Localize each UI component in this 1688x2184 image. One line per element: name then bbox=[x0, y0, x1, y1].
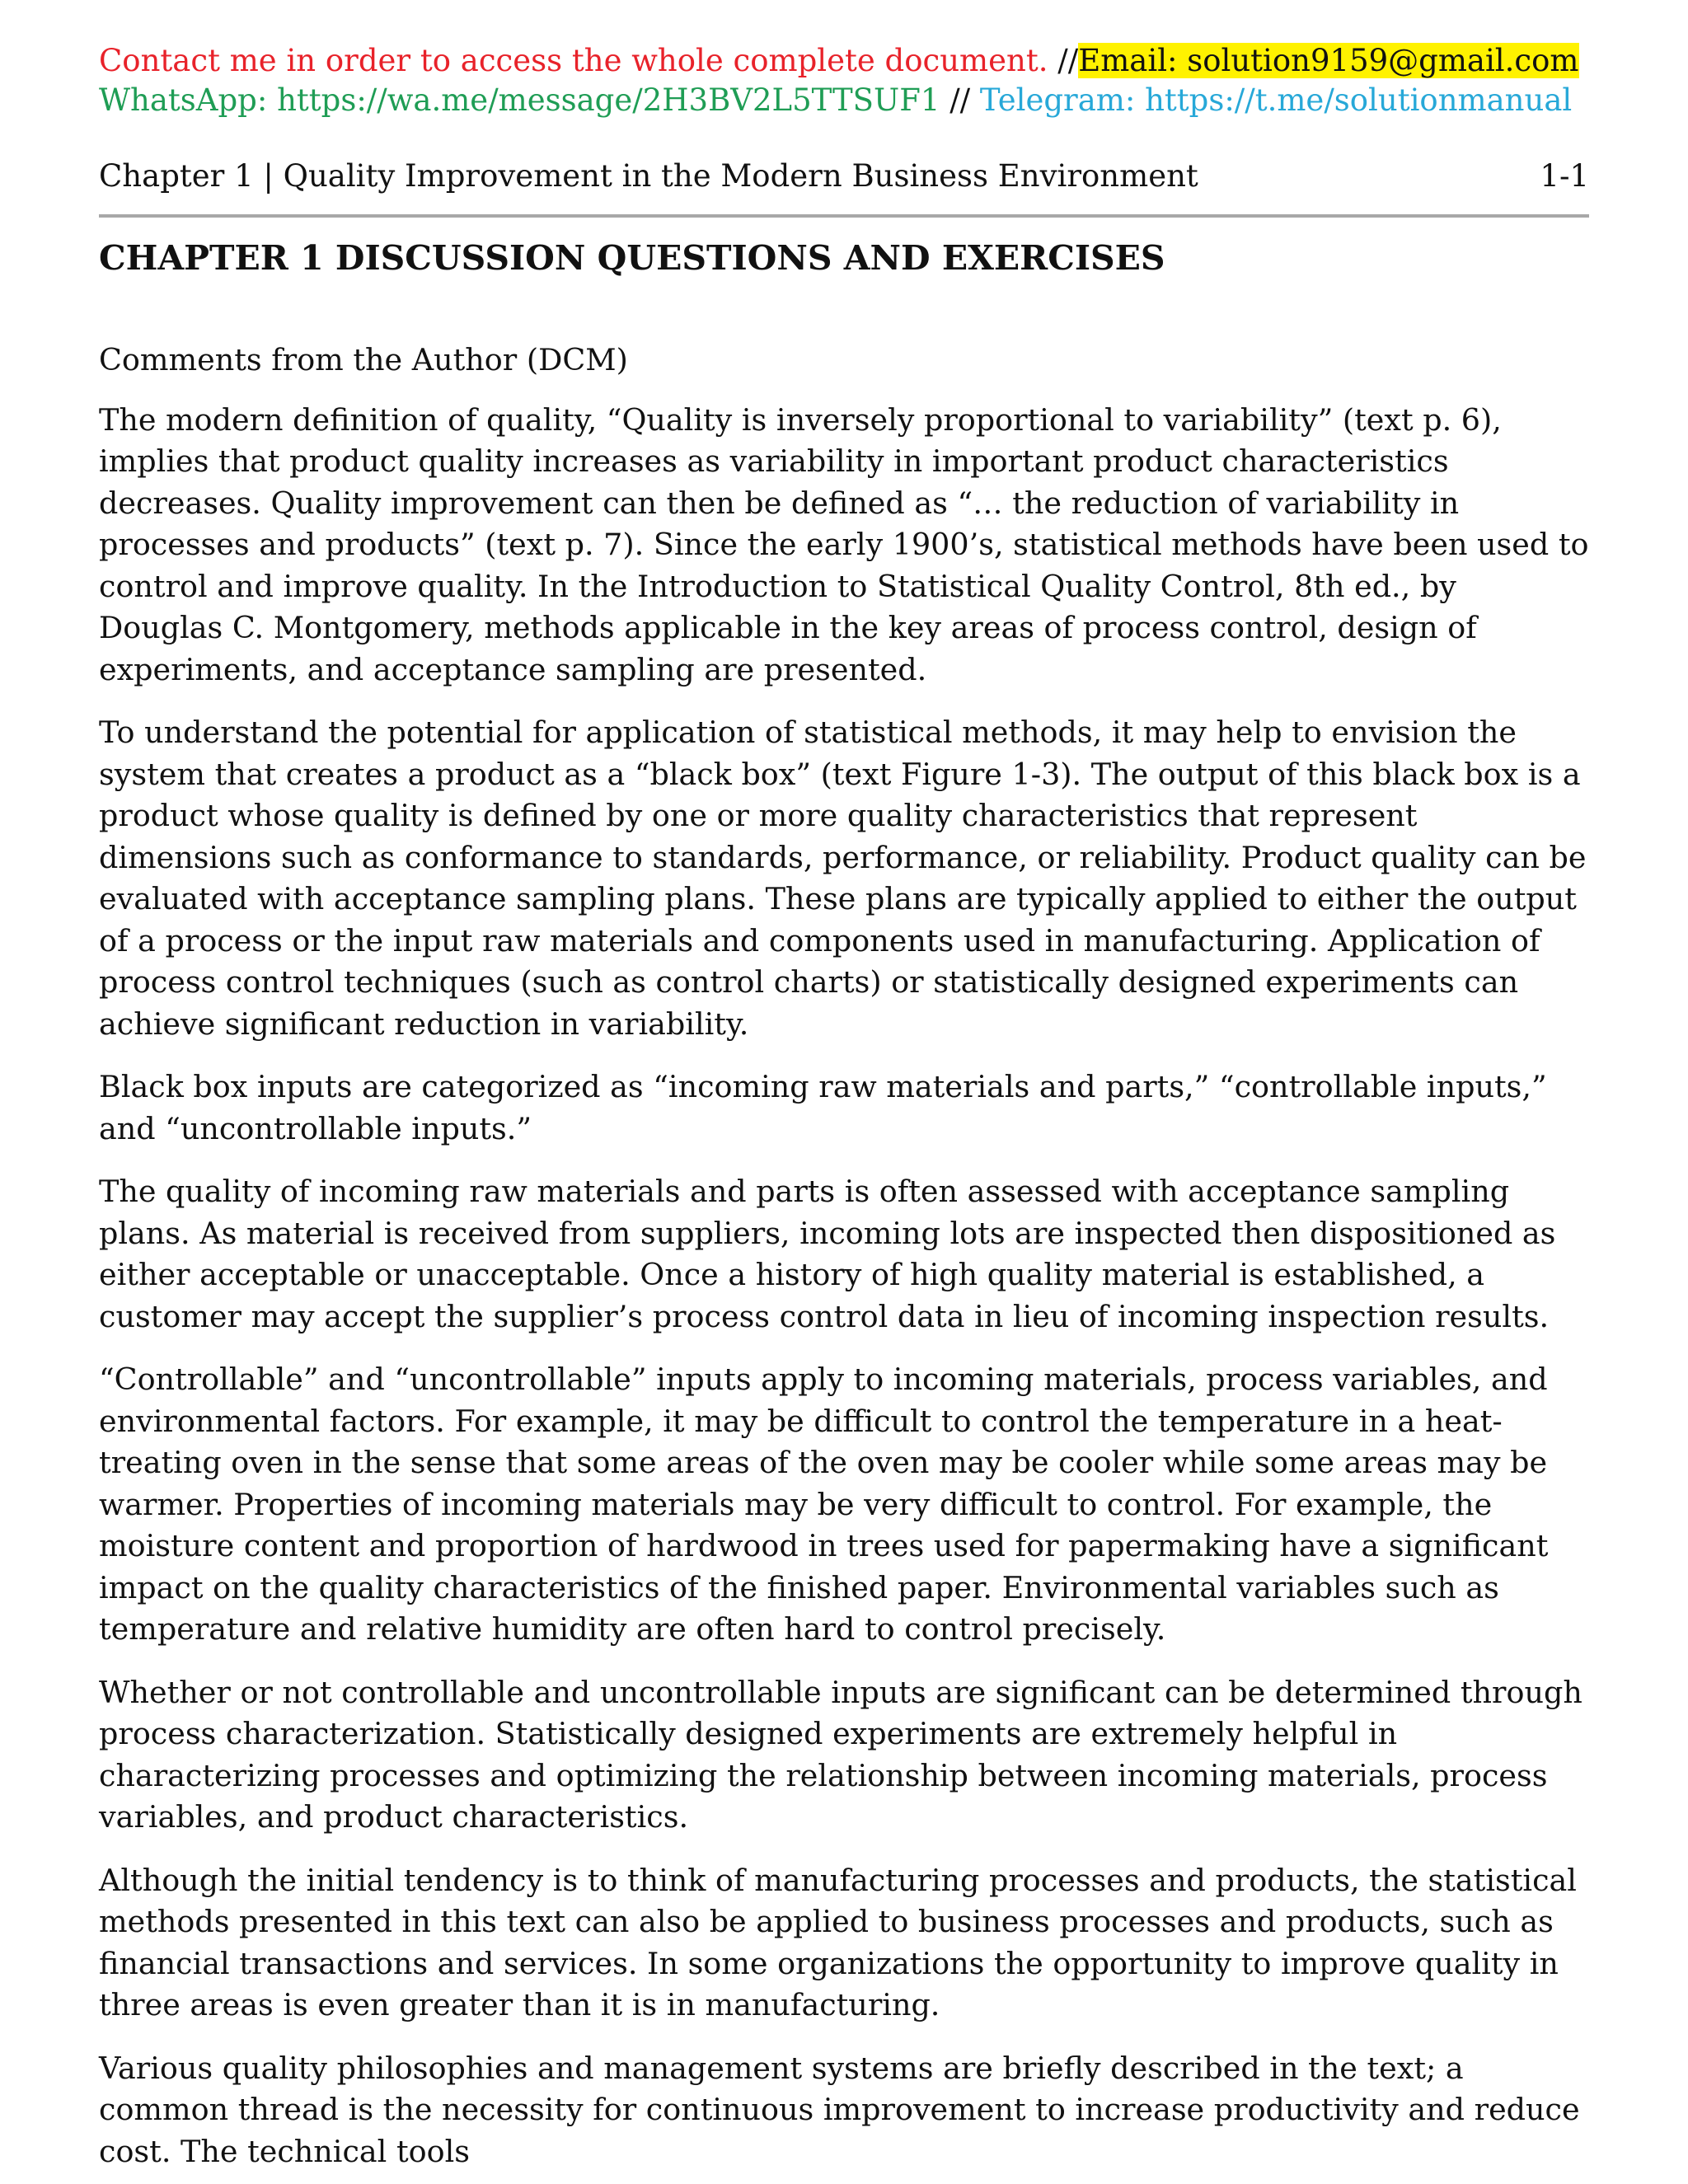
body-paragraph: The modern definition of quality, “Quality is inversely proportional to variability” (text p. 6), implies that product quality increases as variability in important product characteristics decreases. Quality improvement can then be defined as “… the reduction of variability in processes and products” (text p. 7). Since the early 1900’s, statistical methods have been used to control and improve quality. In the Introduction to Statistical Quality Control, 8th ed., by Douglas C. Montgomery, methods applicable in the key areas of process control, design of experiments, and acceptance sampling are presented. bbox=[99, 401, 1589, 687]
chapter-title: CHAPTER 1 DISCUSSION QUESTIONS AND EXERCISES bbox=[99, 238, 1165, 278]
body-paragraph: Although the initial tendency is to think of manufacturing processes and products, the statistical methods presented in this text can also be applied to business processes and products, such as financial transactions and services. In some organizations the opportunity to improve quality in three areas is even greater than it is in manufacturing. bbox=[99, 1862, 1577, 2022]
whatsapp-link[interactable]: WhatsApp: https://wa.me/message/2H3BV2L5TTSUF1 bbox=[99, 82, 940, 118]
page-number: 1-1 bbox=[1540, 158, 1589, 194]
contact-request-text: Contact me in order to access the whole complete document. bbox=[99, 43, 1048, 78]
body-paragraph: Black box inputs are categorized as “incoming raw materials and parts,” “controllable inputs,” and “uncontrollable inputs.” bbox=[99, 1069, 1547, 1146]
contact-line-2 bbox=[99, 81, 1589, 120]
contact-separator: // bbox=[940, 82, 980, 118]
running-header bbox=[99, 157, 1589, 196]
header-divider bbox=[99, 214, 1589, 218]
running-title: Chapter 1 | Quality Improvement in the Modern Business Environment bbox=[99, 158, 1198, 194]
document-page bbox=[99, 41, 1589, 2172]
body-paragraph: The quality of incoming raw materials and parts is often assessed with acceptance sampling plans. As material is received from suppliers, incoming lots are inspected then dispositioned as either acceptable or unacceptable. Once a history of high quality material is established, a customer may accept the supplier’s process control data in lieu of incoming inspection results. bbox=[99, 1174, 1556, 1334]
contact-line-1 bbox=[99, 41, 1589, 81]
email-link[interactable]: Email: solution9159@gmail.com bbox=[1078, 43, 1579, 78]
body-paragraph: Whether or not controllable and uncontrollable inputs are significant can be determined through process characterization. Statistically designed experiments are extremely helpful in characterizing processes and optimizing the relationship between incoming materials, process variables, and product characteristics. bbox=[99, 1674, 1582, 1835]
body-paragraph: To understand the potential for application of statistical methods, it may help to envision the system that creates a product as a “black box” (text Figure 1-3). The output of this black box is a product whose quality is defined by one or more quality characteristics that represent dimensions such as conformance to standards, performance, or reliability. Product quality can be evaluated with acceptance sampling plans. These plans are typically applied to either the output of a process or the input raw materials and components used in manufacturing. Application of process control techniques (such as control charts) or statistically designed experiments can achieve significant reduction in variability. bbox=[99, 715, 1587, 1042]
body-paragraph: “Controllable” and “uncontrollable” inputs apply to incoming materials, process variables, and environmental factors. For example, it may be difficult to control the temperature in a heat-treating oven in the sense that some areas of the oven may be cooler while some areas may be warmer. Properties of incoming materials may be very difficult to control. For example, the moisture content and proportion of hardwood in trees used for papermaking have a significant impact on the quality characteristics of the finished paper. Environmental variables such as temperature and relative humidity are often hard to control precisely. bbox=[99, 1361, 1549, 1647]
body-paragraph: Various quality philosophies and management systems are briefly described in the text; a common thread is the necessity for continuous improvement to increase productivity and reduce cost. The technical tools bbox=[99, 2050, 1580, 2169]
author-comments-heading: Comments from the Author (DCM) bbox=[99, 342, 628, 377]
telegram-link[interactable]: Telegram: https://t.me/solutionmanual bbox=[979, 82, 1573, 118]
contact-separator: // bbox=[1048, 43, 1079, 78]
